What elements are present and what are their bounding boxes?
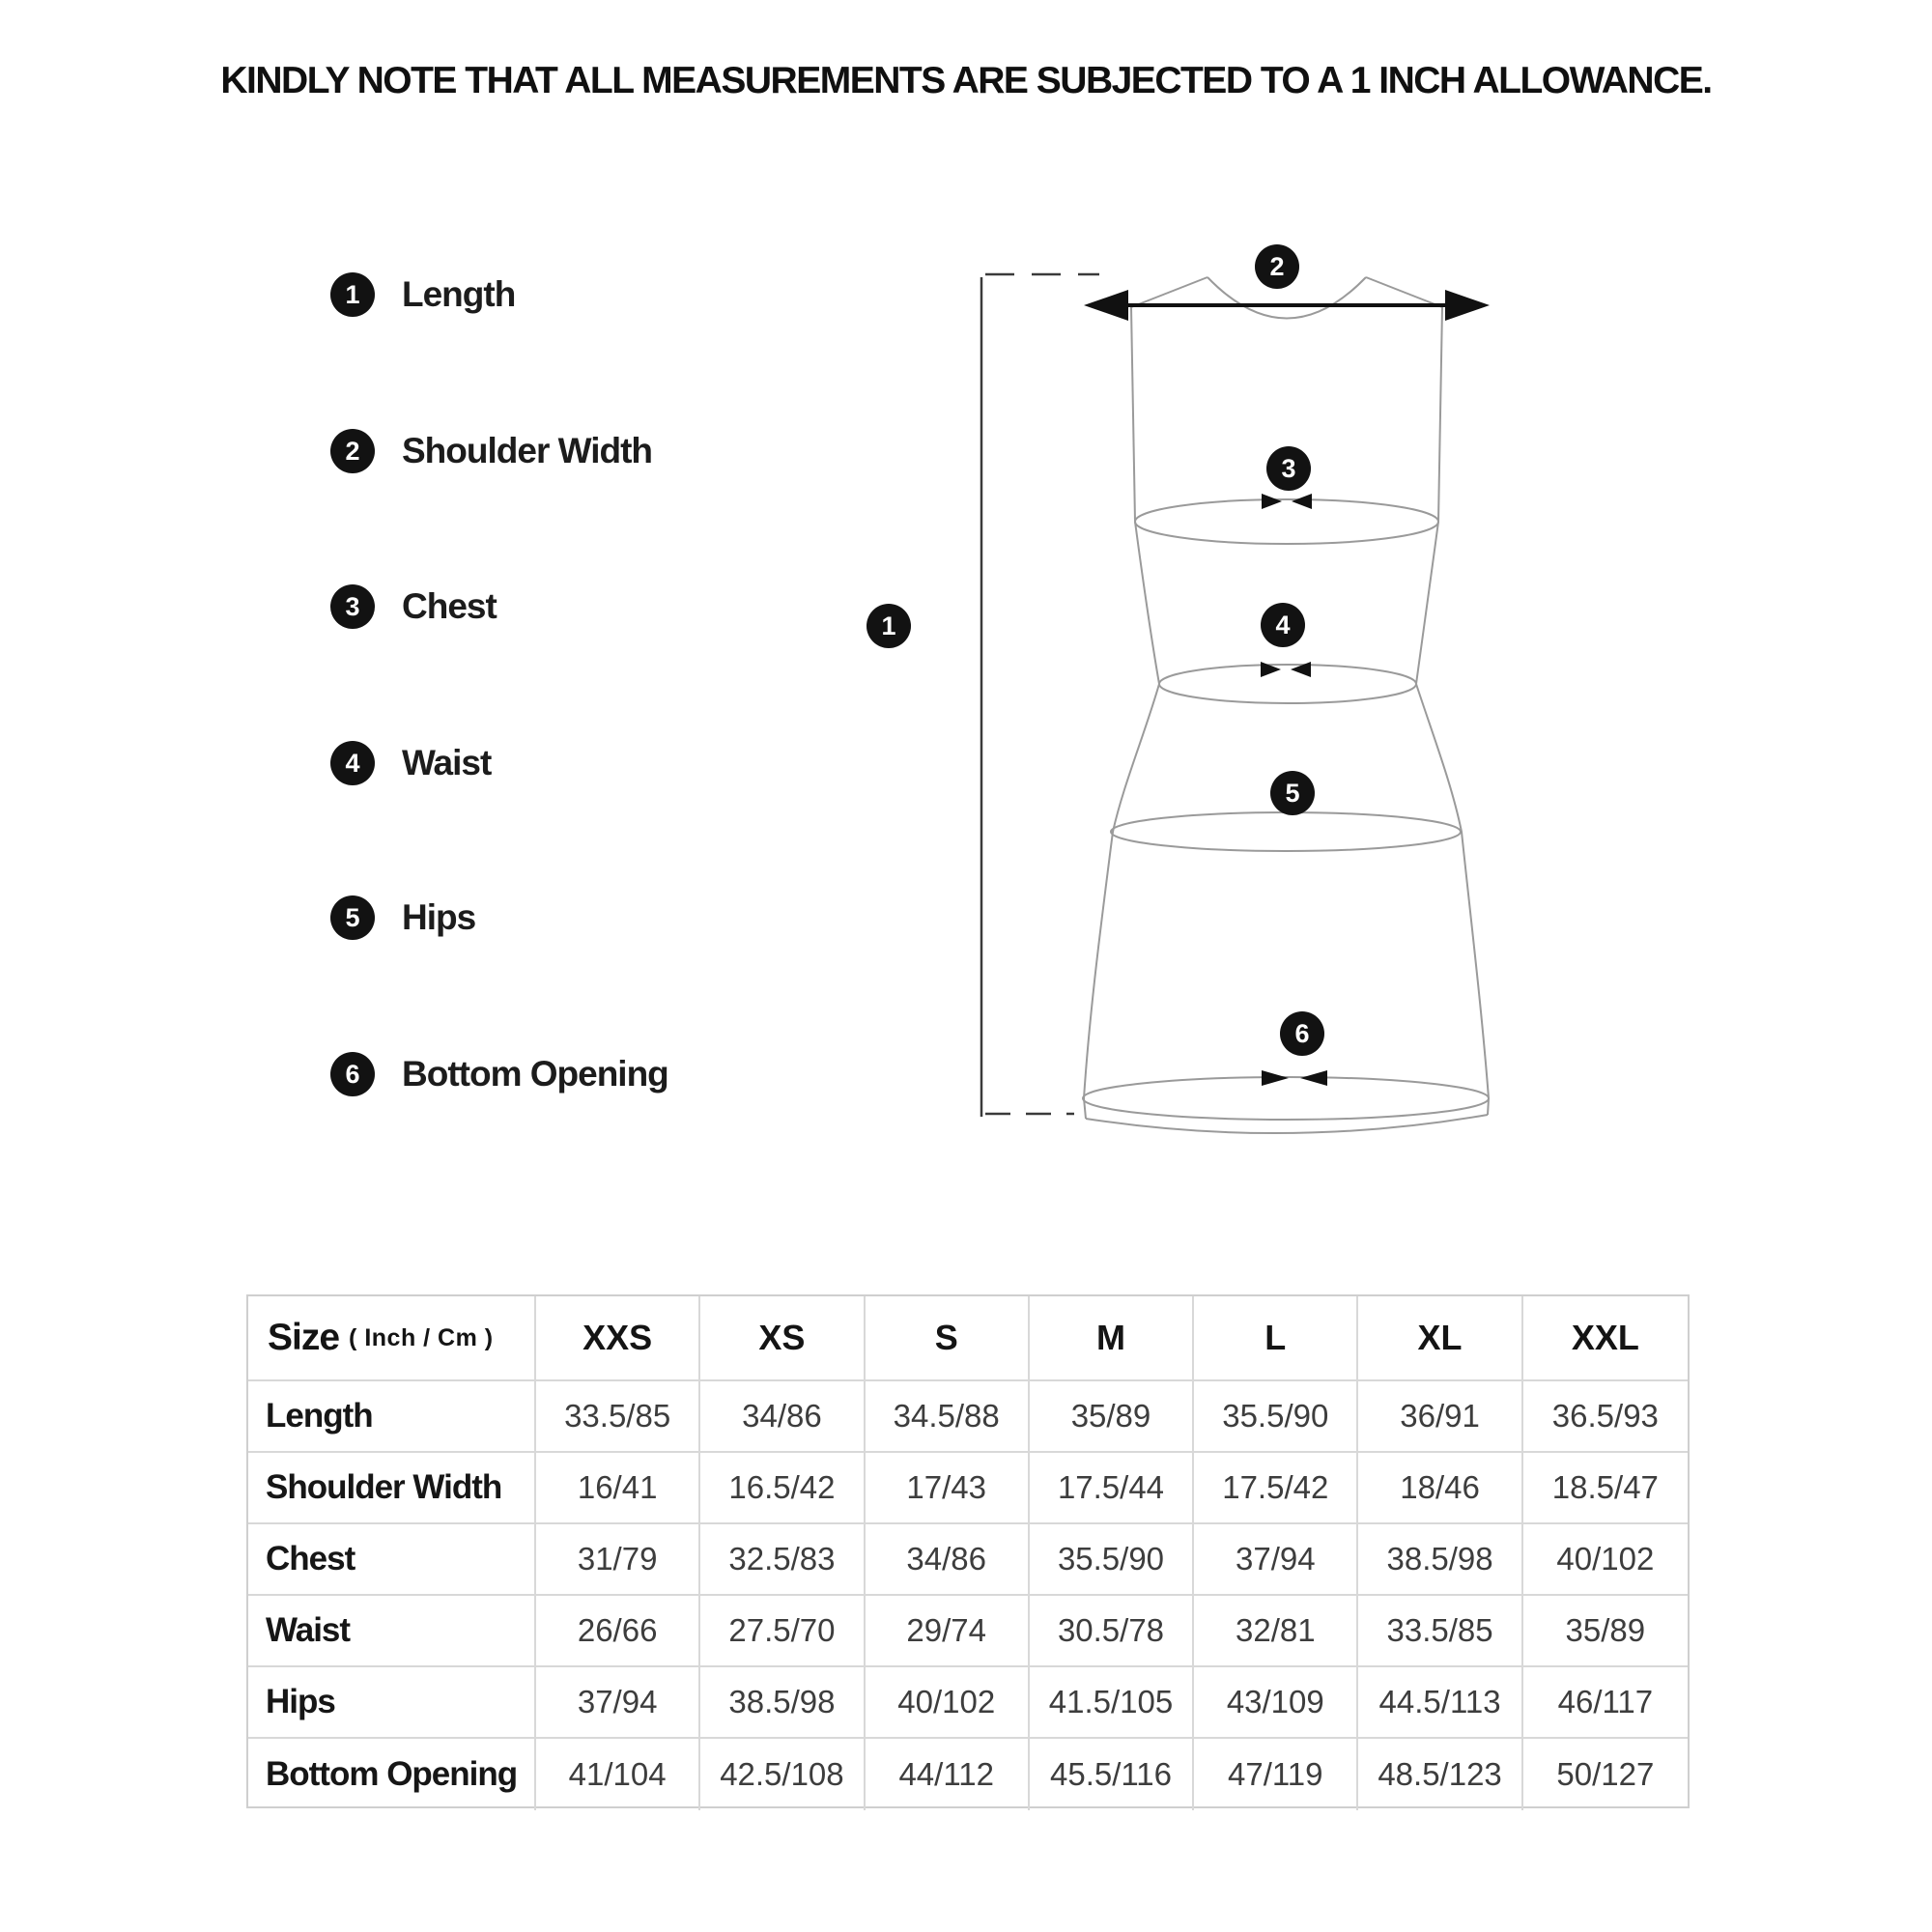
legend-item-hips xyxy=(330,895,475,940)
diagram-badge-hips: 5 xyxy=(1270,771,1315,815)
size-value-cell: 18.5/47 xyxy=(1523,1453,1688,1524)
size-value-cell: 33.5/85 xyxy=(536,1381,700,1453)
legend-label: Chest xyxy=(402,586,497,626)
legend-item-chest xyxy=(330,584,497,629)
dress-outline xyxy=(1083,277,1489,1133)
legend-number-badge: 3 xyxy=(330,584,375,629)
arrow-left-head xyxy=(1084,290,1128,321)
size-value-cell: 18/46 xyxy=(1358,1453,1522,1524)
size-header-cell xyxy=(248,1296,536,1381)
size-value-cell: 35/89 xyxy=(1030,1381,1194,1453)
size-value-cell: 35.5/90 xyxy=(1194,1381,1358,1453)
size-value-cell: 48.5/123 xyxy=(1358,1739,1522,1810)
legend-label: Waist xyxy=(402,743,492,782)
row-label-chest: Chest xyxy=(248,1524,536,1596)
chest-converge-arrows xyxy=(1262,494,1312,509)
size-value-cell: 27.5/70 xyxy=(700,1596,865,1667)
legend-number-badge: 6 xyxy=(330,1052,375,1096)
size-value-cell: 40/102 xyxy=(866,1667,1030,1739)
size-value-cell: 29/74 xyxy=(866,1596,1030,1667)
diagram-badge-chest: 3 xyxy=(1266,446,1311,491)
size-value-cell: 36/91 xyxy=(1358,1381,1522,1453)
allowance-note: KINDLY NOTE THAT ALL MEASUREMENTS ARE SUBJECTED TO A 1 INCH ALLOWANCE. xyxy=(220,60,1712,101)
dress-left-shoulder-seam xyxy=(1131,277,1208,307)
row-label-shoulder-width: Shoulder Width xyxy=(248,1453,536,1524)
size-value-cell: 17.5/44 xyxy=(1030,1453,1194,1524)
legend-item-waist xyxy=(330,741,491,785)
size-value-cell: 46/117 xyxy=(1523,1667,1688,1739)
size-header-label: Size xyxy=(268,1317,340,1358)
diagram-badge-shoulder-width: 2 xyxy=(1255,244,1299,289)
size-value-cell: 35/89 xyxy=(1523,1596,1688,1667)
arrow-right-head xyxy=(1445,290,1490,321)
legend-number-badge: 4 xyxy=(330,741,375,785)
size-value-cell: 26/66 xyxy=(536,1596,700,1667)
legend-label: Bottom Opening xyxy=(402,1054,668,1094)
size-value-cell: 34.5/88 xyxy=(866,1381,1030,1453)
dress-left-seam xyxy=(1084,307,1159,1119)
size-value-cell: 37/94 xyxy=(1194,1524,1358,1596)
shoulder-width-arrow xyxy=(1084,290,1490,321)
size-value-cell: 41.5/105 xyxy=(1030,1667,1194,1739)
size-value-cell: 50/127 xyxy=(1556,1756,1655,1792)
size-value-cell: 40/102 xyxy=(1523,1524,1688,1596)
size-value-cell: 41/104 xyxy=(536,1739,700,1810)
legend-label: Hips xyxy=(402,897,476,937)
col-header-xxl: XXL xyxy=(1523,1296,1688,1381)
size-value-cell: 47/119 xyxy=(1194,1739,1358,1810)
size-value-cell: 16.5/42 xyxy=(700,1453,865,1524)
size-value-cell: 45.5/116 xyxy=(1030,1739,1194,1810)
size-value-cell: 17/43 xyxy=(866,1453,1030,1524)
row-label-hips: Hips xyxy=(248,1667,536,1739)
col-header-m: M xyxy=(1030,1296,1194,1381)
legend-number-badge: 2 xyxy=(330,429,375,473)
col-header-l: L xyxy=(1194,1296,1358,1381)
size-value-cell: 43/109 xyxy=(1194,1667,1358,1739)
bottom-opening-ellipse xyxy=(1083,1077,1489,1120)
legend-number-badge: 1 xyxy=(330,272,375,317)
size-value-cell: 36.5/93 xyxy=(1523,1381,1688,1453)
size-value-cell: 16/41 xyxy=(536,1453,700,1524)
dress-right-seam xyxy=(1416,307,1489,1115)
row-label-waist: Waist xyxy=(248,1596,536,1667)
waist-ellipse xyxy=(1159,665,1416,703)
size-value-cell: 30.5/78 xyxy=(1030,1596,1194,1667)
size-value-cell: 32.5/83 xyxy=(700,1524,865,1596)
size-value-cell: 37/94 xyxy=(536,1667,700,1739)
diagram-badge-waist: 4 xyxy=(1261,603,1305,647)
size-value-cell: 38.5/98 xyxy=(1358,1524,1522,1596)
size-table xyxy=(246,1294,1690,1808)
size-value-cell: 44.5/113 xyxy=(1358,1667,1522,1739)
legend-item-bottom-opening xyxy=(330,1052,668,1096)
diagram-badge-length: 1 xyxy=(867,604,911,648)
size-value-cell: 44/112 xyxy=(866,1739,1030,1810)
hips-ellipse xyxy=(1111,812,1461,851)
size-value-cell: 33.5/85 xyxy=(1358,1596,1522,1667)
col-header-xl: XL xyxy=(1358,1296,1522,1381)
dress-right-shoulder-seam xyxy=(1366,277,1442,307)
legend-item-shoulder-width xyxy=(330,429,652,473)
dress-diagram xyxy=(869,222,1546,1150)
size-value-cell: 34/86 xyxy=(866,1524,1030,1596)
hem-curve xyxy=(1086,1115,1488,1133)
legend-item-length xyxy=(330,272,515,317)
legend-label: Length xyxy=(402,274,516,314)
legend-number-badge: 5 xyxy=(330,895,375,940)
chest-ellipse xyxy=(1135,499,1438,544)
diagram-badge-bottom-opening: 6 xyxy=(1280,1011,1324,1056)
size-value-cell: 35.5/90 xyxy=(1030,1524,1194,1596)
col-header-s: S xyxy=(866,1296,1030,1381)
size-value-cell: 34/86 xyxy=(700,1381,865,1453)
size-header-unit: ( Inch / Cm ) xyxy=(349,1323,494,1351)
size-value-cell: 31/79 xyxy=(536,1524,700,1596)
col-header-xxs: XXS xyxy=(536,1296,700,1381)
col-header-xs: XS xyxy=(700,1296,865,1381)
legend-label: Shoulder Width xyxy=(402,431,653,470)
row-label-bottom-opening: Bottom Opening xyxy=(248,1739,536,1810)
size-value-cell: 17.5/42 xyxy=(1194,1453,1358,1524)
row-label-length: Length xyxy=(248,1381,536,1453)
size-value-cell: 42.5/108 xyxy=(700,1739,865,1810)
size-value-cell: 32/81 xyxy=(1194,1596,1358,1667)
size-value-cell: 38.5/98 xyxy=(700,1667,865,1739)
